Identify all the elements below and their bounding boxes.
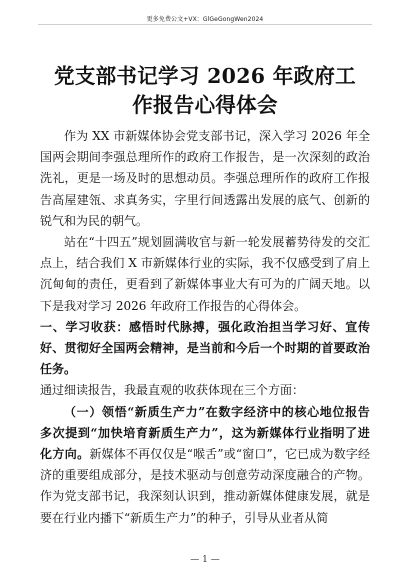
subsection-heading: （一）领悟“新质生产力”在数字经济中的核心地位报告多次提到“加快培育新质生产力”，这为新媒体行业指明了进化方向。 xyxy=(40,404,370,462)
paragraph-context: 站在“十四五”规划圆满收官与新一轮发展蓄势待发的交汇点上，结合我们 X 市新媒体行业的实际，我不仅感受到了肩上沉甸甸的责任，更看到了新媒体事业大有可为的广阔天地。以下是我对学习 2026 年政府工作报告的心得体会。 xyxy=(40,235,370,313)
document-body xyxy=(40,126,370,529)
header-note: 更多免费公文+VX：GlGeGongWen2024 xyxy=(146,16,264,23)
page-number: — 1 — xyxy=(190,555,220,565)
section-one-intro: 通过细读报告，我最直观的收获体现在三个方面： xyxy=(40,383,305,398)
subsection-paragraph xyxy=(40,402,370,529)
document-title: 党支部书记学习 2026 年政府工作报告心得体会 xyxy=(54,64,356,117)
section-one-heading: 一、学习收获：感悟时代脉搏，强化政治担当学习好、宣传好、贯彻好全国两会精神，是当前和今后一个时期的首要政治任务。 xyxy=(40,319,370,377)
paragraph-intro: 作为 XX 市新媒体协会党支部书记，深入学习 2026 年全国两会期间李强总理所作的政府工作报告，是一次深刻的政治洗礼，更是一场及时的思想动员。李强总理所作的政府工作报告高屋建瓴、求真务实，字里行间透露出发展的底气、创新的锐气和为民的朝气。 xyxy=(40,129,370,228)
header-divider xyxy=(38,24,372,25)
subsection-body: 新媒体不再仅仅是“喉舌”或“窗口”，它已成为数字经济的重要组成部分，是技术驱动与创意劳动深度融合的产物。作为党支部书记，我深刻认识到，推动新媒体健康发展，就是要在行业内播下“新质生产力”的种子，引导从业者从简 xyxy=(40,447,370,525)
